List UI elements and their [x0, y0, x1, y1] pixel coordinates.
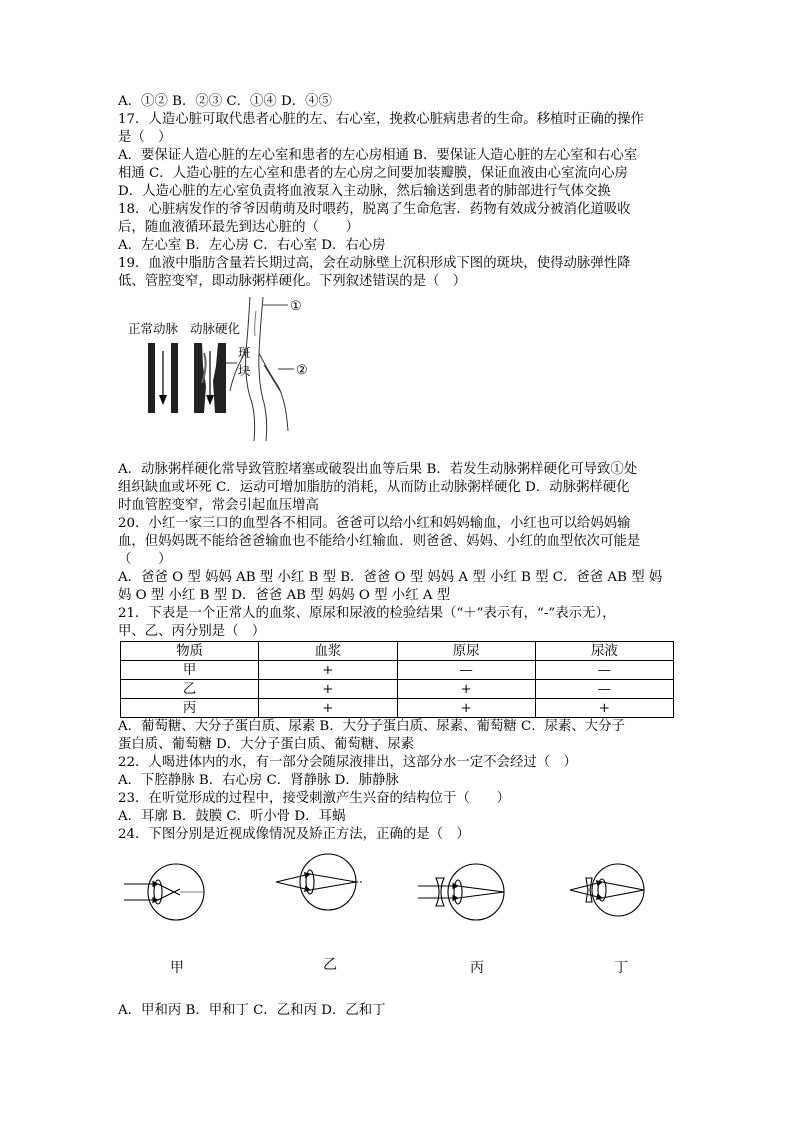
mark-1: ① — [290, 299, 302, 314]
table-cell: + — [259, 661, 397, 680]
label-c: 丙 — [470, 960, 484, 976]
text-line: A．动脉粥样硬化常导致管腔堵塞或破裂出血等后果 B．若发生动脉粥样硬化可导致①处 — [118, 462, 638, 477]
text-line: A．耳廓 B．鼓膜 C．听小骨 D．耳蜗 — [118, 809, 346, 824]
text-line: 20．小红一家三口的血型各不相同。爸爸可以给小红和妈妈输血，小红也可以给妈妈输 — [118, 516, 631, 531]
mark-2: ② — [296, 363, 308, 378]
text-block-mid — [118, 461, 678, 641]
text-line: A．葡萄糖、大分子蛋白质、尿素 B．大分子蛋白质、尿素、葡萄糖 C．尿素、大分子 — [118, 719, 625, 734]
text-line: 21．下表是一个正常人的血浆、原尿和尿液的检验结果（“＋”表示有，“-”表示无）， — [118, 606, 616, 621]
eye-diagram-d — [570, 864, 644, 916]
table-header-cell: 尿液 — [535, 642, 673, 661]
table-header-cell: 物质 — [121, 642, 259, 661]
eye-diagram-b — [276, 854, 364, 910]
table-row — [121, 699, 674, 718]
text-line: 组织缺血或坏死 C．运动可增加脂肪的消耗，从而防止动脉粥样硬化 D．动脉粥样硬化 — [118, 480, 630, 495]
table-cell: + — [535, 699, 673, 718]
text-line: D．人造心脏的左心室负责将血液泵入主动脉，然后输送到患者的肺部进行气体交换 — [118, 184, 611, 199]
text-line: 23．在听觉形成的过程中，接受刺激产生兴奋的结构位于（ ） — [118, 791, 510, 806]
table-row — [121, 661, 674, 680]
table-row — [121, 680, 674, 699]
table-cell: — — [535, 661, 673, 680]
table-cell: 丙 — [121, 699, 259, 718]
text-line: 血，但妈妈既不能给爸爸输血也不能给小红输血．则爸爸、妈妈、小红的血型依次可能是 — [118, 534, 641, 549]
text-line: A．甲和丙 B．甲和丁 C．乙和丙 D．乙和丁 — [118, 1003, 386, 1018]
text-line: 是（ ） — [118, 130, 172, 145]
label-normal-artery: 正常动脉 — [128, 321, 179, 336]
table-cell: + — [397, 680, 535, 699]
text-line: 19．血液中脂肪含量若长期过高，会在动脉壁上沉积形成下图的斑块，使得动脉弹性降 — [118, 256, 631, 271]
table-header-cell: 原尿 — [397, 642, 535, 661]
table-cell: + — [397, 699, 535, 718]
text-line: 22．人喝进体内的水，有一部分会随尿液排出，这部分水一定不会经过（ ） — [118, 755, 577, 770]
eye-diagram-c — [418, 864, 504, 920]
label-a: 甲 — [170, 960, 184, 976]
text-line: 甲、乙、丙分别是（ ） — [118, 624, 266, 639]
table-cell: 乙 — [121, 680, 259, 699]
text-line: A．左心室 B．左心房 C．右心室 D．右心房 — [118, 238, 386, 253]
text-line: 时血管腔变窄，常会引起血压增高 — [118, 498, 319, 513]
text-line: A．下腔静脉 B．右心房 C．肾静脉 D．肺静脉 — [118, 773, 399, 788]
eye-diagrams-figure — [118, 852, 678, 982]
text-line: 妈 O 型 小红 B 型 D．爸爸 AB 型 妈妈 O 型 小红 A 型 — [118, 588, 451, 603]
label-b: 乙 — [323, 957, 337, 973]
eye-diagram-a — [124, 864, 204, 920]
label-hardened-artery: 动脉硬化 — [190, 321, 241, 336]
text-line: 17．人造心脏可取代患者心脏的左、右心室，挽救心脏病患者的生命。移植时正确的操作 — [118, 112, 644, 127]
table-cell: — — [397, 661, 535, 680]
text-line: 24．下图分别是近视成像情况及矫正方法，正确的是（ ） — [118, 827, 470, 842]
label-plaque-1: 斑 — [238, 345, 251, 360]
text-line: 后，随血液循环最先到达心脏的（ ） — [118, 220, 360, 235]
test-results-table — [120, 641, 674, 718]
text-block-top — [118, 93, 678, 291]
text-line: A．①② B．②③ C．①④ D．④⑤ — [118, 94, 332, 109]
table-cell: 甲 — [121, 661, 259, 680]
label-plaque-2: 块 — [238, 363, 251, 378]
table-cell: — — [535, 680, 673, 699]
exam-page — [118, 93, 678, 1020]
table-header-row — [121, 642, 674, 661]
table-cell: + — [259, 699, 397, 718]
normal-artery-drawing — [148, 343, 178, 413]
label-d: 丁 — [614, 960, 628, 976]
text-line: （ ） — [118, 552, 172, 567]
text-line: 18．心脏病发作的爷爷因萌萌及时喂药，脱离了生命危害．药物有效成分被消化道吸收 — [118, 202, 631, 217]
hardened-artery-drawing — [194, 343, 226, 413]
text-line: A．要保证人造心脏的左心室和患者的左心房相通 B．要保证人造心脏的左心室和右心室 — [118, 148, 638, 163]
table-header-cell: 血浆 — [259, 642, 397, 661]
text-line: 相通 C．人造心脏的左心室和患者的左心房之间要加装瓣膜，保证血液由心室流向心房 — [118, 166, 628, 181]
text-line: A．爸爸 O 型 妈妈 AB 型 小红 B 型 B．爸爸 O 型 妈妈 A 型 小红 B 型 C．爸爸 AB 型 妈 — [118, 570, 663, 585]
text-line: 蛋白质、葡萄糖 D．大分子蛋白质、葡萄糖、尿素 — [118, 737, 415, 752]
text-block-bottom — [118, 718, 678, 844]
text-line: 低、管腔变窄，即动脉粥样硬化。下列叙述错误的是（ ） — [118, 274, 467, 289]
artery-figure — [118, 291, 678, 451]
table-cell: + — [259, 680, 397, 699]
